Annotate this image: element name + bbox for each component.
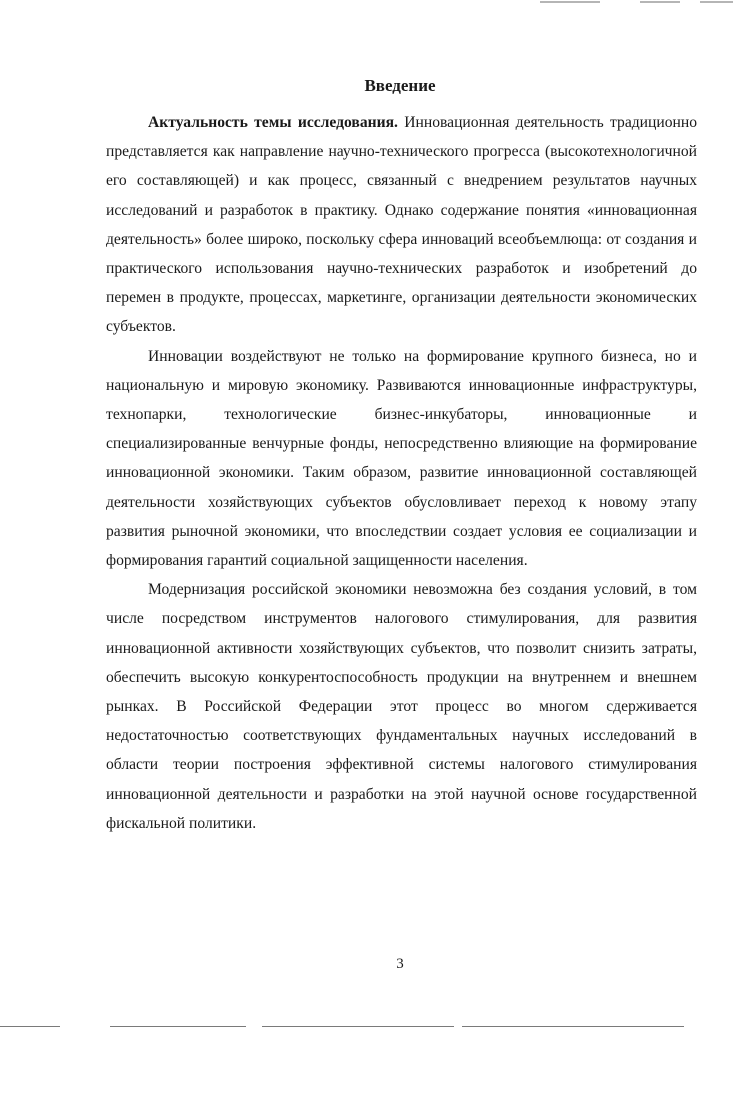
paragraph-3 (106, 575, 697, 838)
scan-bottom-line (0, 1026, 60, 1027)
paragraph-2 (106, 342, 697, 576)
scan-edge-mark (640, 1, 680, 3)
scan-edge-mark (540, 1, 600, 3)
paragraph-lead: Актуальность темы исследования. (148, 114, 398, 131)
scan-bottom-line (462, 1026, 684, 1027)
page-number: 3 (396, 956, 404, 972)
document-body (106, 108, 697, 838)
scan-bottom-line (262, 1026, 454, 1027)
paragraph-text: Инновационная деятельность традиционно представляется как направление научно-технического прогресса (высокотехнологичной его составляющей) и как процесс, связанный с внедрением результатов научных исследований и разработок в практику. Однако содержание понятия «инновационная деятельность» более широко, поскольку сфера инноваций всеобъемлюща: от создания и практического использования научно-технических разработок и изобретений до перемен в продукте, процессах, маркетинге, организации деятельности экономических субъектов. (106, 114, 697, 336)
scan-bottom-line (110, 1026, 246, 1027)
scan-edge-mark (700, 1, 733, 3)
paragraph-text: Модернизация российской экономики невозможна без создания условий, в том числе посредством инструментов налогового стимулирования, для развития инновационной активности хозяйствующих субъектов, что позволит снизить затраты, обеспечить высокую конкурентоспособность продукции на внутреннем и внешнем рынках. В Российской Федерации этот процесс во многом сдерживается недостаточностью соответствующих фундаментальных научных исследований в области теории построения эффективной системы налогового стимулирования инновационной деятельности и разработки на этой научной основе государственной фискальной политики. (106, 581, 697, 832)
paragraph-text: Инновации воздействуют не только на формирование крупного бизнеса, но и национальную и мировую экономику. Развиваются инновационные инфраструктуры, технопарки, технологические бизнес-инкубаторы, инновационные и специализированные венчурные фонды, непосредственно влияющие на формирование инновационной экономики. Таким образом, развитие инновационной составляющей деятельности хозяйствующих субъектов обусловливает переход к новому этапу развития рыночной экономики, что впоследствии создает условия ее социализации и формирования гарантий социальной защищенности населения. (106, 347, 697, 570)
page-title: Введение (364, 76, 436, 95)
paragraph-1 (106, 108, 697, 342)
